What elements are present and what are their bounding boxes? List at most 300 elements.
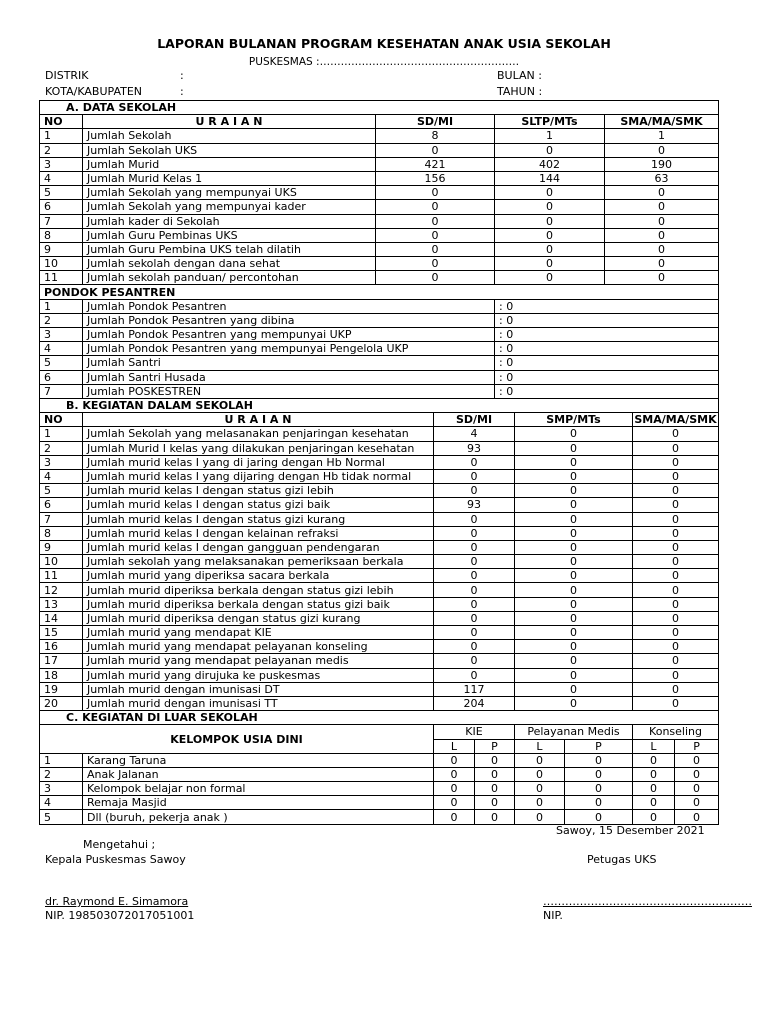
value-cell: 0 — [495, 228, 605, 242]
value-cell: 156 — [376, 171, 495, 185]
value-cell: 0 — [675, 810, 719, 824]
value-cell: 0 — [515, 484, 633, 498]
section-title-row — [40, 101, 719, 115]
section-title-row — [40, 399, 719, 413]
row-number: 4 — [40, 171, 83, 185]
value-cell: 0 — [633, 540, 719, 554]
petugas-label: Petugas UKS — [587, 853, 657, 866]
row-label: Jumlah Sekolah yang mempunyai kader — [83, 200, 376, 214]
value-cell: 0 — [475, 782, 515, 796]
row-label: Jumlah murid kelas I dengan status gizi lebih — [83, 484, 434, 498]
row-label: Jumlah Sekolah yang mempunyai UKS — [83, 186, 376, 200]
value-cell: 0 — [515, 512, 633, 526]
row-number: 11 — [40, 271, 83, 285]
row-number: 11 — [40, 569, 83, 583]
value-cell: 0 — [376, 143, 495, 157]
column-header: SMA/MA/SMK — [605, 115, 719, 129]
value-cell: 0 — [475, 810, 515, 824]
value-cell: 0 — [633, 782, 675, 796]
table-row — [40, 171, 719, 185]
table-row — [40, 484, 719, 498]
column-header: SMP/MTs — [515, 413, 633, 427]
value-cell: 0 — [515, 469, 633, 483]
sub-header: L — [434, 739, 475, 753]
row-label: Jumlah sekolah panduan/ percontohan — [83, 271, 376, 285]
value-cell: 0 — [633, 767, 675, 781]
header-row — [40, 115, 719, 129]
value-cell: 0 — [475, 767, 515, 781]
value-cell: 0 — [565, 796, 633, 810]
table-row — [40, 186, 719, 200]
row-label: Remaja Masjid — [83, 796, 434, 810]
column-header: SLTP/MTs — [495, 115, 605, 129]
value-cell: 0 — [434, 555, 515, 569]
row-label: Jumlah Pondok Pesantren — [83, 299, 495, 313]
value-cell: 0 — [633, 427, 719, 441]
value-cell: 0 — [515, 555, 633, 569]
puskesmas-line: PUSKESMAS :………………………………………………… — [248, 56, 520, 68]
row-number: 3 — [40, 328, 83, 342]
value-cell: 0 — [565, 810, 633, 824]
value-cell: : 0 — [495, 384, 719, 398]
value-cell: 0 — [515, 441, 633, 455]
value-cell: 0 — [633, 796, 675, 810]
value-cell: 0 — [495, 143, 605, 157]
table-row — [40, 469, 719, 483]
sub-header: L — [633, 739, 675, 753]
column-header: SD/MI — [434, 413, 515, 427]
petugas-nip: NIP. — [543, 909, 563, 922]
value-cell: 0 — [434, 782, 475, 796]
row-number: 12 — [40, 583, 83, 597]
value-cell: 0 — [633, 555, 719, 569]
value-cell: 0 — [376, 186, 495, 200]
value-cell: 0 — [515, 782, 565, 796]
table-row — [40, 668, 719, 682]
value-cell: : 0 — [495, 299, 719, 313]
value-cell: 0 — [434, 640, 515, 654]
column-header: NO — [40, 115, 83, 129]
value-cell: 0 — [495, 214, 605, 228]
row-number: 4 — [40, 342, 83, 356]
value-cell: 0 — [434, 583, 515, 597]
row-label: Jumlah murid yang mendapat KIE — [83, 626, 434, 640]
value-cell: 0 — [376, 200, 495, 214]
row-label: Jumlah Pondok Pesantren yang mempunyai UKP — [83, 328, 495, 342]
row-label: Jumlah Guru Pembina UKS telah dilatih — [83, 242, 376, 256]
report-date: Sawoy, 15 Desember 2021 — [556, 824, 705, 837]
table-row — [40, 143, 719, 157]
tahun-label: TAHUN : — [497, 85, 543, 98]
row-label: Jumlah Sekolah — [83, 129, 376, 143]
table-row — [40, 569, 719, 583]
value-cell: 0 — [605, 186, 719, 200]
section-title-row — [40, 285, 719, 299]
column-header: U R A I A N — [83, 413, 434, 427]
value-cell: 0 — [376, 214, 495, 228]
table-row — [40, 696, 719, 710]
table-row — [40, 384, 719, 398]
value-cell: 0 — [515, 767, 565, 781]
value-cell: 0 — [633, 498, 719, 512]
row-number: 19 — [40, 682, 83, 696]
value-cell: 0 — [565, 782, 633, 796]
column-group-header: KIE — [434, 725, 515, 739]
value-cell: 0 — [515, 682, 633, 696]
row-label: Jumlah Murid I kelas yang dilakukan penjaringan kesehatan — [83, 441, 434, 455]
value-cell: 0 — [515, 569, 633, 583]
table-row — [40, 342, 719, 356]
row-number: 3 — [40, 157, 83, 171]
value-cell: 0 — [605, 214, 719, 228]
table-row — [40, 767, 719, 781]
value-cell: 0 — [515, 498, 633, 512]
row-number: 2 — [40, 767, 83, 781]
value-cell: 0 — [495, 186, 605, 200]
value-cell: 0 — [633, 668, 719, 682]
value-cell: 0 — [495, 242, 605, 256]
value-cell: 0 — [376, 271, 495, 285]
table-row — [40, 441, 719, 455]
doctor-name: dr. Raymond E. Simamora — [45, 895, 189, 908]
table-row — [40, 356, 719, 370]
table-row — [40, 597, 719, 611]
row-label: Jumlah murid yang mendapat pelayanan medis — [83, 654, 434, 668]
value-cell: 0 — [633, 597, 719, 611]
value-cell: 0 — [434, 626, 515, 640]
header-row — [40, 413, 719, 427]
report-title: LAPORAN BULANAN PROGRAM KESEHATAN ANAK USIA SEKOLAH — [157, 36, 611, 51]
pondok-title: PONDOK PESANTREN — [40, 285, 719, 299]
row-number: 3 — [40, 782, 83, 796]
value-cell: 93 — [434, 498, 515, 512]
data-sekolah-table — [39, 100, 719, 399]
table-row — [40, 782, 719, 796]
value-cell: 0 — [605, 200, 719, 214]
row-number: 5 — [40, 356, 83, 370]
table-row — [40, 455, 719, 469]
row-number: 7 — [40, 214, 83, 228]
row-number: 2 — [40, 143, 83, 157]
value-cell: 0 — [675, 796, 719, 810]
row-number: 8 — [40, 228, 83, 242]
table-row — [40, 654, 719, 668]
value-cell: 0 — [515, 810, 565, 824]
row-number: 6 — [40, 370, 83, 384]
row-label: Jumlah murid kelas I yang dijaring dengan Hb tidak normal — [83, 469, 434, 483]
value-cell: 0 — [515, 597, 633, 611]
value-cell: 0 — [376, 242, 495, 256]
value-cell: 4 — [434, 427, 515, 441]
row-label: Jumlah murid yang diperiksa sacara berkala — [83, 569, 434, 583]
value-cell: 0 — [605, 143, 719, 157]
column-group-header: Konseling — [633, 725, 719, 739]
value-cell: 0 — [434, 810, 475, 824]
value-cell: 0 — [515, 427, 633, 441]
table-row — [40, 611, 719, 625]
value-cell: 0 — [515, 654, 633, 668]
value-cell: 0 — [515, 626, 633, 640]
distrik-colon: : — [180, 69, 184, 82]
row-label: Jumlah murid kelas I dengan status gizi kurang — [83, 512, 434, 526]
value-cell: 63 — [605, 171, 719, 185]
value-cell: 0 — [434, 654, 515, 668]
row-label: Jumlah Santri Husada — [83, 370, 495, 384]
table-row — [40, 157, 719, 171]
table-row — [40, 583, 719, 597]
value-cell: 0 — [633, 626, 719, 640]
row-label: Jumlah Murid — [83, 157, 376, 171]
value-cell: 8 — [376, 129, 495, 143]
row-label: Jumlah Sekolah UKS — [83, 143, 376, 157]
value-cell: 0 — [605, 228, 719, 242]
value-cell: 0 — [633, 696, 719, 710]
row-number: 9 — [40, 242, 83, 256]
value-cell: 0 — [515, 455, 633, 469]
value-cell: 0 — [434, 512, 515, 526]
table-row — [40, 271, 719, 285]
value-cell: 0 — [633, 583, 719, 597]
table-row — [40, 526, 719, 540]
row-label: Jumlah sekolah yang melaksanakan pemeriksaan berkala — [83, 555, 434, 569]
value-cell: 93 — [434, 441, 515, 455]
value-cell: : 0 — [495, 313, 719, 327]
value-cell: : 0 — [495, 356, 719, 370]
value-cell: 0 — [565, 767, 633, 781]
row-number: 7 — [40, 384, 83, 398]
row-label: Jumlah Pondok Pesantren yang mempunyai Pengelola UKP — [83, 342, 495, 356]
row-label: Jumlah murid yang dirujuka ke puskesmas — [83, 668, 434, 682]
value-cell: 0 — [515, 583, 633, 597]
row-label: Jumlah sekolah dengan dana sehat — [83, 257, 376, 271]
row-label: Jumlah Santri — [83, 356, 495, 370]
row-label: Jumlah murid yang mendapat pelayanan konseling — [83, 640, 434, 654]
row-number: 5 — [40, 484, 83, 498]
row-label: Jumlah POSKESTREN — [83, 384, 495, 398]
value-cell: 0 — [675, 753, 719, 767]
sub-header: P — [475, 739, 515, 753]
value-cell: 0 — [515, 540, 633, 554]
table-row — [40, 427, 719, 441]
row-label: Dll (buruh, pekerja anak ) — [83, 810, 434, 824]
value-cell: 402 — [495, 157, 605, 171]
value-cell: 0 — [633, 810, 675, 824]
value-cell: 0 — [515, 696, 633, 710]
row-number: 10 — [40, 555, 83, 569]
table-row — [40, 370, 719, 384]
table-row — [40, 512, 719, 526]
value-cell: : 0 — [495, 370, 719, 384]
value-cell: 0 — [633, 469, 719, 483]
value-cell: 0 — [434, 526, 515, 540]
row-number: 4 — [40, 796, 83, 810]
row-label: Kelompok belajar non formal — [83, 782, 434, 796]
table-row — [40, 640, 719, 654]
table-row — [40, 498, 719, 512]
mengetahui-label: Mengetahui ; — [83, 838, 156, 851]
table-row — [40, 129, 719, 143]
row-number: 5 — [40, 186, 83, 200]
value-cell: 0 — [434, 767, 475, 781]
table-row — [40, 626, 719, 640]
value-cell: 0 — [434, 753, 475, 767]
row-number: 1 — [40, 129, 83, 143]
value-cell: 0 — [515, 753, 565, 767]
row-label: Jumlah Guru Pembinas UKS — [83, 228, 376, 242]
table-row — [40, 555, 719, 569]
row-number: 17 — [40, 654, 83, 668]
row-number: 8 — [40, 526, 83, 540]
value-cell: 0 — [376, 257, 495, 271]
kota-colon: : — [180, 85, 184, 98]
kelompok-header: KELOMPOK USIA DINI — [40, 725, 434, 753]
value-cell: 1 — [495, 129, 605, 143]
row-label: Jumlah Pondok Pesantren yang dibina — [83, 313, 495, 327]
sub-header: L — [515, 739, 565, 753]
row-label: Jumlah kader di Sekolah — [83, 214, 376, 228]
row-number: 6 — [40, 498, 83, 512]
column-header: NO — [40, 413, 83, 427]
row-label: Jumlah murid kelas I yang di jaring dengan Hb Normal — [83, 455, 434, 469]
bulan-label: BULAN : — [497, 69, 542, 82]
section-a-title: A. DATA SEKOLAH — [40, 101, 719, 115]
value-cell: 0 — [633, 455, 719, 469]
value-cell: 0 — [495, 271, 605, 285]
column-group-header: Pelayanan Medis — [515, 725, 633, 739]
row-number: 2 — [40, 313, 83, 327]
table-row — [40, 299, 719, 313]
value-cell: 0 — [633, 682, 719, 696]
value-cell: 0 — [434, 484, 515, 498]
column-header: U R A I A N — [83, 115, 376, 129]
value-cell: 0 — [376, 228, 495, 242]
section-c-title: C. KEGIATAN DI LUAR SEKOLAH — [40, 711, 719, 725]
table-row — [40, 328, 719, 342]
kota-label: KOTA/KABUPATEN — [45, 85, 143, 98]
column-header: SD/MI — [376, 115, 495, 129]
value-cell: 0 — [633, 569, 719, 583]
row-number: 15 — [40, 626, 83, 640]
value-cell: 0 — [633, 611, 719, 625]
table-row — [40, 796, 719, 810]
value-cell: 0 — [434, 469, 515, 483]
row-label: Jumlah murid dengan imunisasi TT — [83, 696, 434, 710]
row-number: 6 — [40, 200, 83, 214]
distrik-label: DISTRIK — [45, 69, 89, 82]
value-cell: 0 — [434, 540, 515, 554]
value-cell: 0 — [434, 569, 515, 583]
row-label: Jumlah murid diperiksa berkala dengan status gizi baik — [83, 597, 434, 611]
value-cell: : 0 — [495, 342, 719, 356]
value-cell: 0 — [434, 668, 515, 682]
value-cell: 0 — [515, 640, 633, 654]
value-cell: 0 — [434, 597, 515, 611]
doctor-nip: NIP. 198503072017051001 — [45, 909, 195, 922]
table-row — [40, 257, 719, 271]
value-cell: 0 — [675, 782, 719, 796]
table-row — [40, 540, 719, 554]
row-number: 4 — [40, 469, 83, 483]
row-number: 16 — [40, 640, 83, 654]
row-label: Anak Jalanan — [83, 767, 434, 781]
value-cell: 0 — [633, 512, 719, 526]
section-b-title: B. KEGIATAN DALAM SEKOLAH — [40, 399, 719, 413]
petugas-signature-line: ………………………………………………… — [543, 895, 752, 908]
value-cell: 0 — [475, 796, 515, 810]
value-cell: 421 — [376, 157, 495, 171]
value-cell: 0 — [434, 796, 475, 810]
row-number: 1 — [40, 299, 83, 313]
value-cell: 117 — [434, 682, 515, 696]
row-label: Jumlah murid kelas I dengan kelainan refraksi — [83, 526, 434, 540]
row-label: Jumlah Sekolah yang melasanakan penjaringan kesehatan — [83, 427, 434, 441]
value-cell: 204 — [434, 696, 515, 710]
row-number: 5 — [40, 810, 83, 824]
value-cell: 0 — [633, 441, 719, 455]
value-cell: 0 — [515, 611, 633, 625]
table-row — [40, 753, 719, 767]
row-label: Jumlah murid kelas I dengan gangguan pendengaran — [83, 540, 434, 554]
value-cell: 0 — [515, 796, 565, 810]
value-cell: 190 — [605, 157, 719, 171]
value-cell: 0 — [633, 654, 719, 668]
table-row — [40, 200, 719, 214]
row-number: 1 — [40, 427, 83, 441]
row-label: Jumlah murid diperiksa dengan status gizi kurang — [83, 611, 434, 625]
value-cell: 0 — [475, 753, 515, 767]
value-cell: 0 — [633, 484, 719, 498]
value-cell: 0 — [605, 242, 719, 256]
table-row — [40, 228, 719, 242]
row-number: 1 — [40, 753, 83, 767]
kepala-label: Kepala Puskesmas Sawoy — [45, 853, 186, 866]
value-cell: 0 — [565, 753, 633, 767]
row-number: 13 — [40, 597, 83, 611]
value-cell: 0 — [633, 753, 675, 767]
value-cell: 0 — [675, 767, 719, 781]
section-title-row — [40, 711, 719, 725]
row-number: 3 — [40, 455, 83, 469]
row-number: 10 — [40, 257, 83, 271]
table-row — [40, 682, 719, 696]
row-number: 7 — [40, 512, 83, 526]
value-cell: 0 — [495, 257, 605, 271]
row-number: 20 — [40, 696, 83, 710]
value-cell: 0 — [633, 640, 719, 654]
row-label: Jumlah murid kelas I dengan status gizi baik — [83, 498, 434, 512]
row-number: 14 — [40, 611, 83, 625]
value-cell: 0 — [605, 257, 719, 271]
value-cell: 0 — [605, 271, 719, 285]
row-number: 18 — [40, 668, 83, 682]
row-label: Jumlah murid diperiksa berkala dengan status gizi lebih — [83, 583, 434, 597]
header-row — [40, 725, 719, 739]
row-label: Jumlah murid dengan imunisasi DT — [83, 682, 434, 696]
value-cell: 0 — [434, 455, 515, 469]
column-header: SMA/MA/SMK — [634, 413, 717, 427]
table-row — [40, 810, 719, 824]
sub-header: P — [565, 739, 633, 753]
row-label: Karang Taruna — [83, 753, 434, 767]
row-number: 2 — [40, 441, 83, 455]
value-cell: 144 — [495, 171, 605, 185]
value-cell: 1 — [605, 129, 719, 143]
value-cell: 0 — [515, 668, 633, 682]
value-cell: 0 — [515, 526, 633, 540]
value-cell: 0 — [495, 200, 605, 214]
row-label: Jumlah Murid Kelas 1 — [83, 171, 376, 185]
value-cell: 0 — [633, 526, 719, 540]
